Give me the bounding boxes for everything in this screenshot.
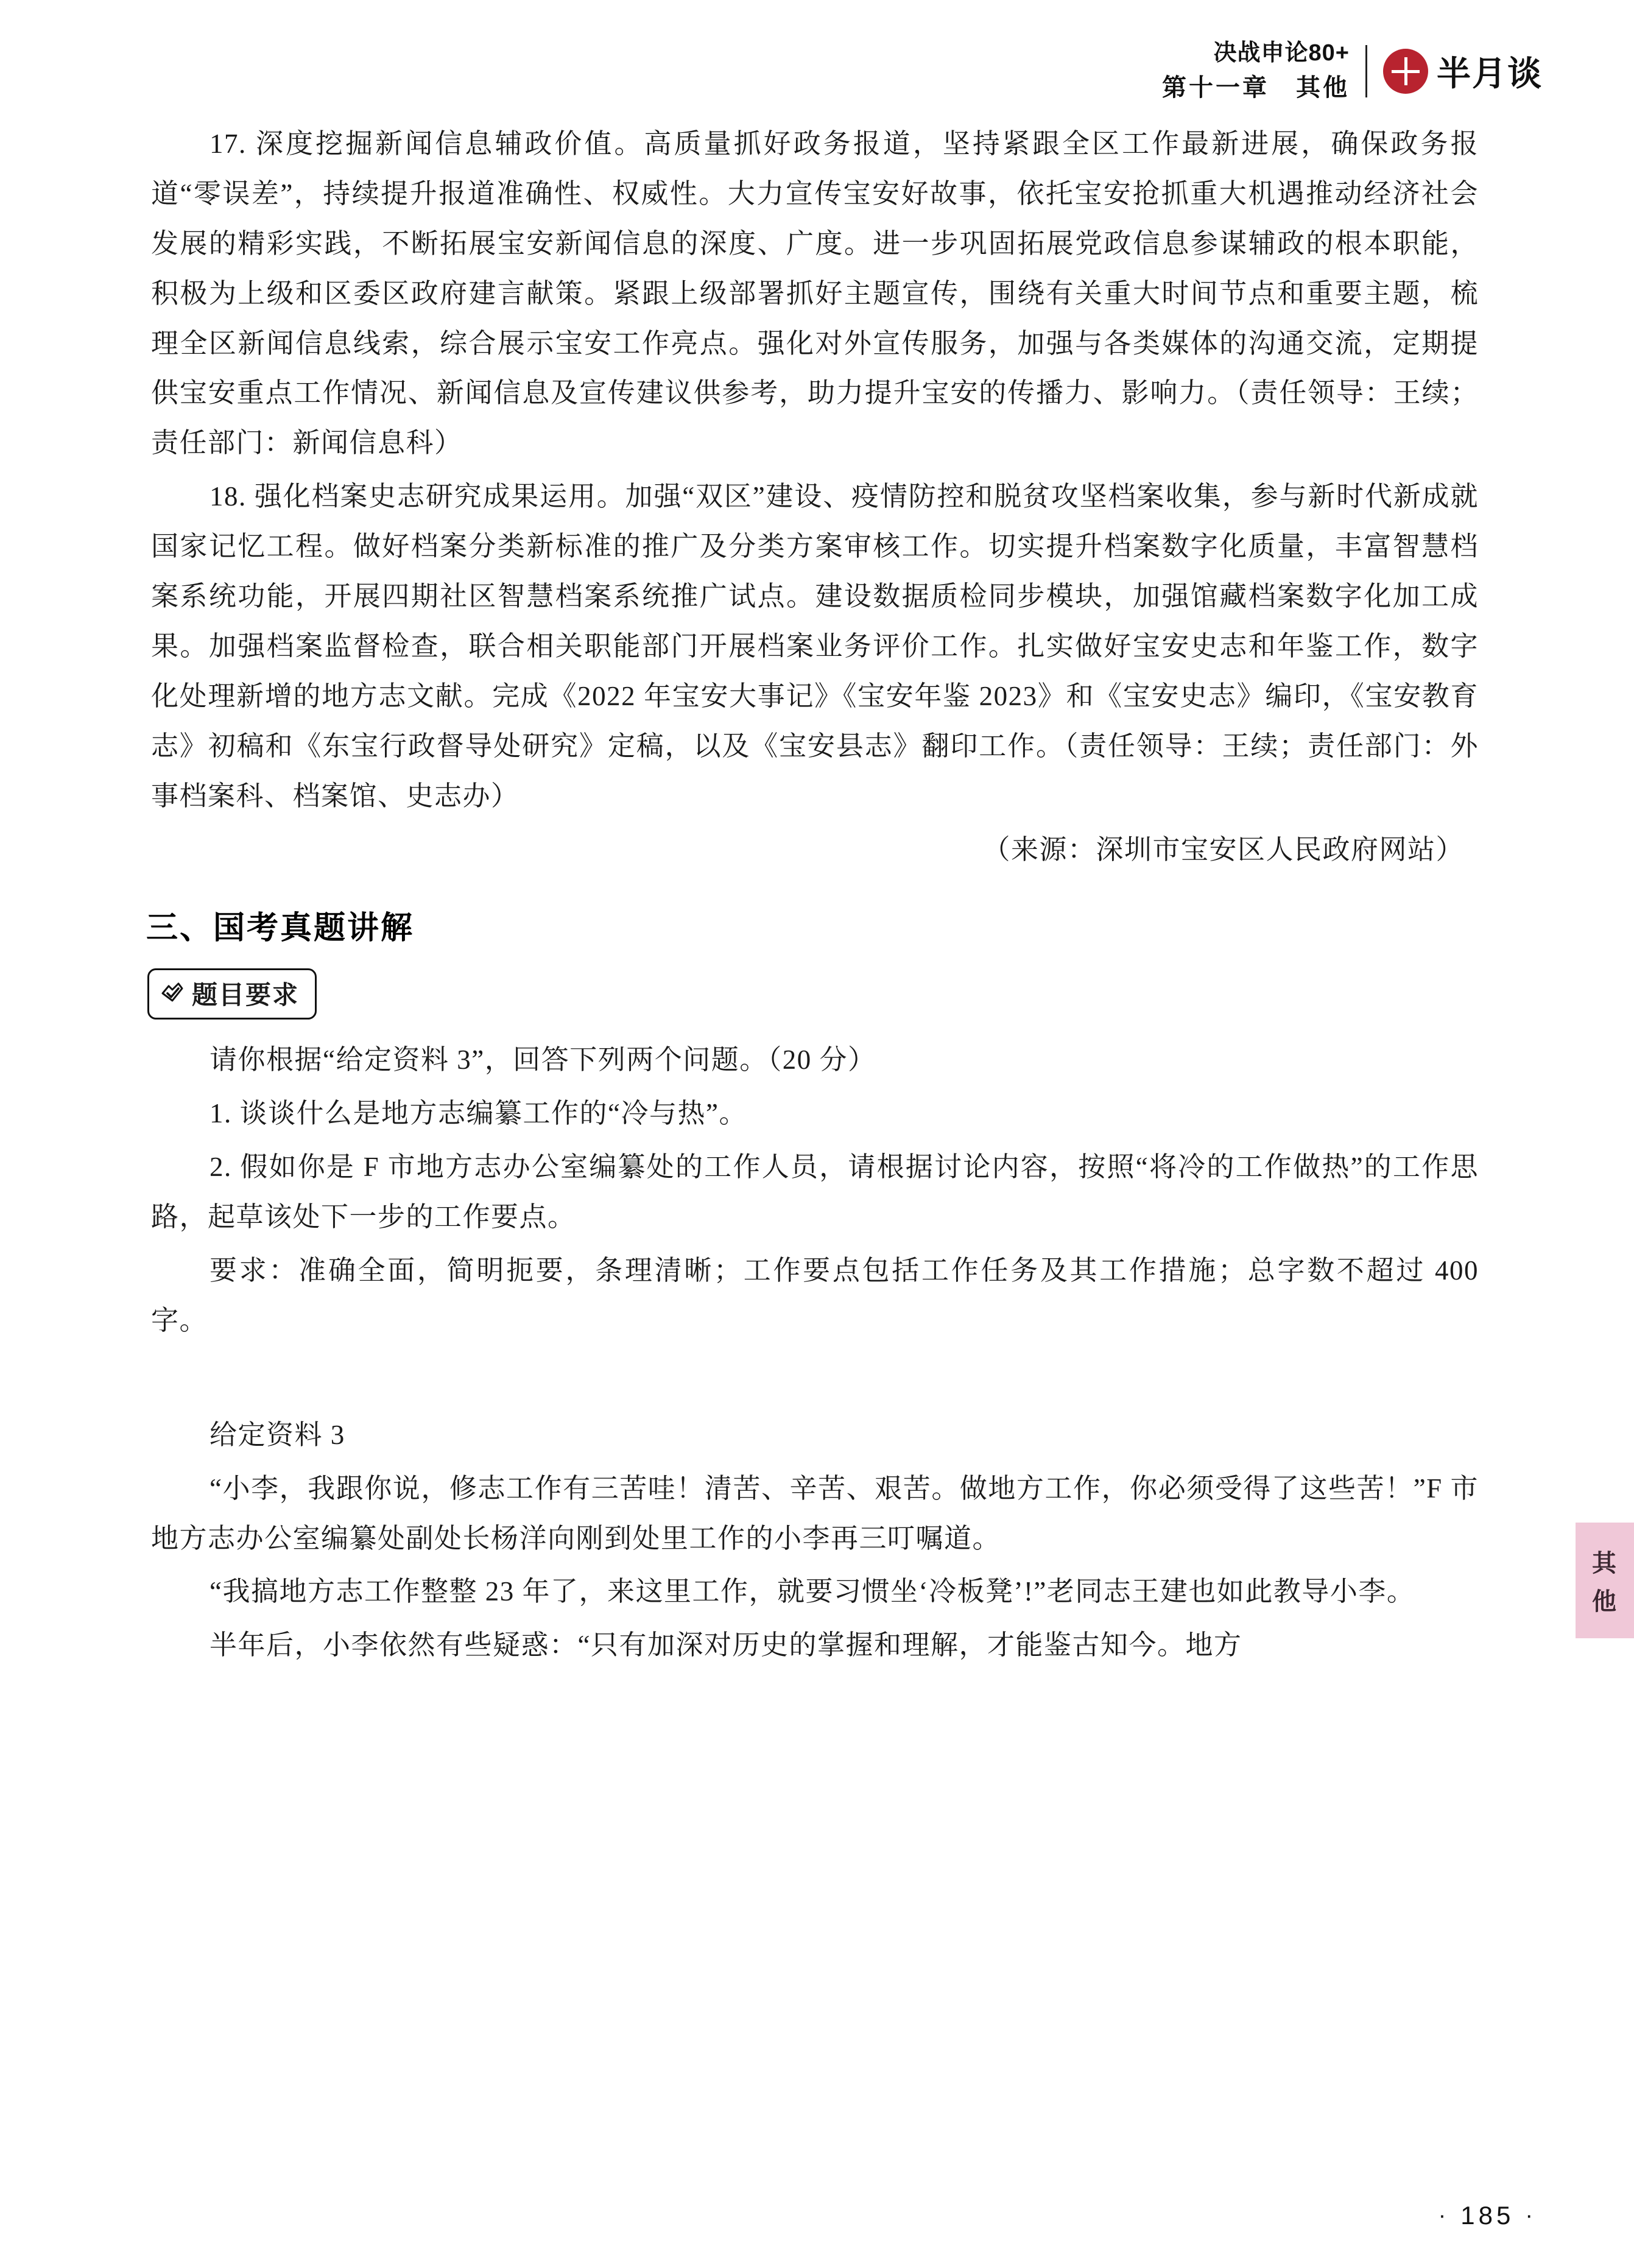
brand-logo xyxy=(1383,47,1543,96)
paragraph-18: 18. 强化档案史志研究成果运用。加强“双区”建设、疫情防控和脱贫攻坚档案收集，参与新时代新成就国家记忆工程。做好档案分类新标准的推广及分类方案审核工作。切实提升档案数字化质量，丰富智慧档案系统功能，开展四期社区智慧档案系统推广试点。建设数据质检同步模块，加强馆藏档案数字化加工成果。加强档案监督检查，联合相关职能部门开展档案业务评价工作。扎实做好宝安史志和年鉴工作，数字化处理新增的地方志文献。完成《2022 年宝安大事记》《宝安年鉴 2023》和《宝安史志》编印，《宝安教育志》初稿和《东宝行政督导处研究》定稿，以及《宝安县志》翻印工作。（责任领导：王续；责任部门：外事档案科、档案馆、史志办） xyxy=(151,481,1479,811)
section-heading: 三、国考真题讲解 xyxy=(146,910,415,946)
brand-name: 半月谈 xyxy=(1437,54,1543,93)
header-title-block xyxy=(1162,37,1350,105)
page-header xyxy=(1162,37,1543,105)
page-footer xyxy=(1439,2201,1537,2230)
content-spacer xyxy=(151,1350,1479,1410)
header-series-title: 决战申论80+ xyxy=(1213,40,1350,66)
side-tab-char-2: 他 xyxy=(1592,1588,1618,1615)
material-title: 给定资料 3 xyxy=(210,1419,345,1450)
question-requirement: 要求：准确全面，简明扼要，条理清晰；工作要点包括工作任务及其工作措施；总字数不超过 400 字。 xyxy=(151,1255,1479,1336)
paragraph-17: 17. 深度挖掘新闻信息辅政价值。高质量抓好政务报道，坚持紧跟全区工作最新进展，确保政务报道“零误差”，持续提升报道准确性、权威性。大力宣传宝安好故事，依托宝安抢抓重大机遇推动经济社会发展的精彩实践，不断拓展宝安新闻信息的深度、广度。进一步巩固拓展党政信息参谋辅政的根本职能，积极为上级和区委区政府建言献策。紧跟上级部署抓好主题宣传，围绕有关重大时间节点和重要主题，梳理全区新闻信息线索，综合展示宝安工作亮点。强化对外宣传服务，加强与各类媒体的沟通交流，定期提供宝安重点工作情况、新闻信息及宣传建议供参考，助力提升宝安的传播力、影响力。（责任领导：王续；责任部门：新闻信息科） xyxy=(151,129,1479,459)
plus-circle-icon xyxy=(1383,49,1428,94)
badge-label: 题目要求 xyxy=(192,981,300,1010)
question-item-1: 1. 谈谈什么是地方志编纂工作的“冷与热”。 xyxy=(210,1098,747,1129)
side-tab-char-1: 其 xyxy=(1592,1550,1618,1577)
material-paragraph-2: “我搞地方志工作整整 23 年了，来这里工作，就要习惯坐‘冷板凳’!”老同志王建也如此教导小李。 xyxy=(210,1576,1415,1607)
header-divider xyxy=(1365,45,1367,97)
material-paragraph-3: 半年后，小李依然有些疑惑：“只有加深对历史的掌握和理解，才能鉴古知今。地方 xyxy=(210,1630,1242,1661)
header-chapter-title: 第十一章 其他 xyxy=(1162,74,1350,102)
page-number: 185 xyxy=(1460,2201,1515,2230)
question-lead: 请你根据“给定资料 3”，回答下列两个问题。（20 分） xyxy=(210,1044,876,1076)
chapter-side-tab xyxy=(1576,1523,1634,1638)
question-item-2: 2. 假如你是 F 市地方志办公室编纂处的工作人员，请根据讨论内容，按照“将冷的工作做热”的工作思路，起草该处下一步的工作要点。 xyxy=(151,1152,1479,1233)
check-badge-icon xyxy=(160,981,185,1005)
footer-dot-right: · xyxy=(1525,2202,1537,2228)
question-block xyxy=(151,1035,1479,1345)
source-citation: （来源：深圳市宝安区人民政府网站） xyxy=(982,834,1464,865)
page-content xyxy=(146,119,1479,1674)
question-requirement-badge xyxy=(147,968,317,1020)
footer-dot-left: · xyxy=(1438,2202,1450,2228)
material-paragraph-1: “小李，我跟你说，修志工作有三苦哇！清苦、辛苦、艰苦。做地方工作，你必须受得了这些苦！”F 市地方志办公室编纂处副处长杨洋向刚到处里工作的小李再三叮嘱道。 xyxy=(151,1473,1479,1554)
